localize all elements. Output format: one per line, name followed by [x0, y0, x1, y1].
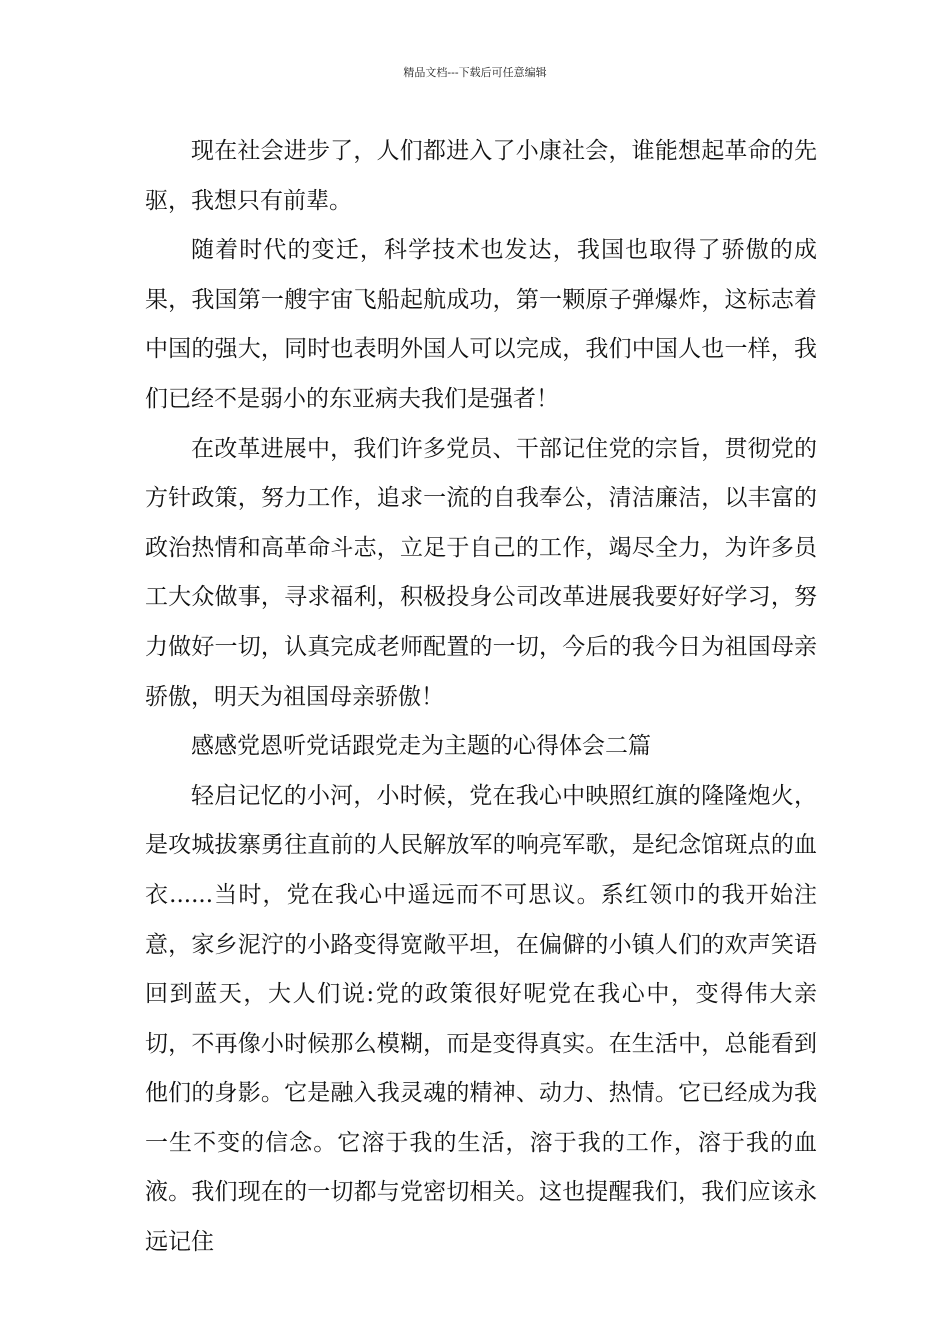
paragraph-4: 轻启记忆的小河，小时候，党在我心中映照红旗的隆隆炮火，是攻城拔寨勇往直前的人民解放军的响亮军歌，是纪念馆斑点的血衣......当时，党在我心中遥远而不可思议。系红领巾的我开始注意，家乡泥泞的小路变得宽敞平坦，在偏僻的小镇人们的欢声笑语回到蓝天，大人们说:党的政策很好呢党在我心中，变得伟大亲切，不再像小时候那么模糊，而是变得真实。在生活中，总能看到他们的身影。它是融入我灵魂的精神、动力、热情。它已经成为我一生不变的信念。它溶于我的生活，溶于我的工作，溶于我的血液。我们现在的一切都与党密切相关。这也提醒我们，我们应该永远记住 [145, 782, 817, 1256]
section-heading: 感感党恩听党话跟党走为主题的心得体会二篇 [191, 733, 651, 760]
paragraph-3: 在改革进展中，我们许多党员、干部记住党的宗旨，贯彻党的方针政策，努力工作，追求一流的自我奉公，清洁廉洁，以丰富的政治热情和高革命斗志，立足于自己的工作，竭尽全力，为许多员工大众做事，寻求福利，积极投身公司改革进展我要好好学习，努力做好一切，认真完成老师配置的一切，今后的我今日为祖国母亲骄傲，明天为祖国母亲骄傲！ [145, 435, 817, 710]
paragraph-2: 随着时代的变迁，科学技术也发达，我国也取得了骄傲的成果，我国第一艘宇宙飞船起航成功，第一颗原子弹爆炸，这标志着中国的强大，同时也表明外国人可以完成，我们中国人也一样，我们已经不是弱小的东亚病夫我们是强者！ [145, 237, 817, 412]
document-body [145, 127, 817, 1268]
page-header: 精品文档---下载后可任意编辑 [403, 66, 547, 79]
paragraph-1: 现在社会进步了，人们都进入了小康社会，谁能想起革命的先驱，我想只有前辈。 [145, 138, 817, 214]
